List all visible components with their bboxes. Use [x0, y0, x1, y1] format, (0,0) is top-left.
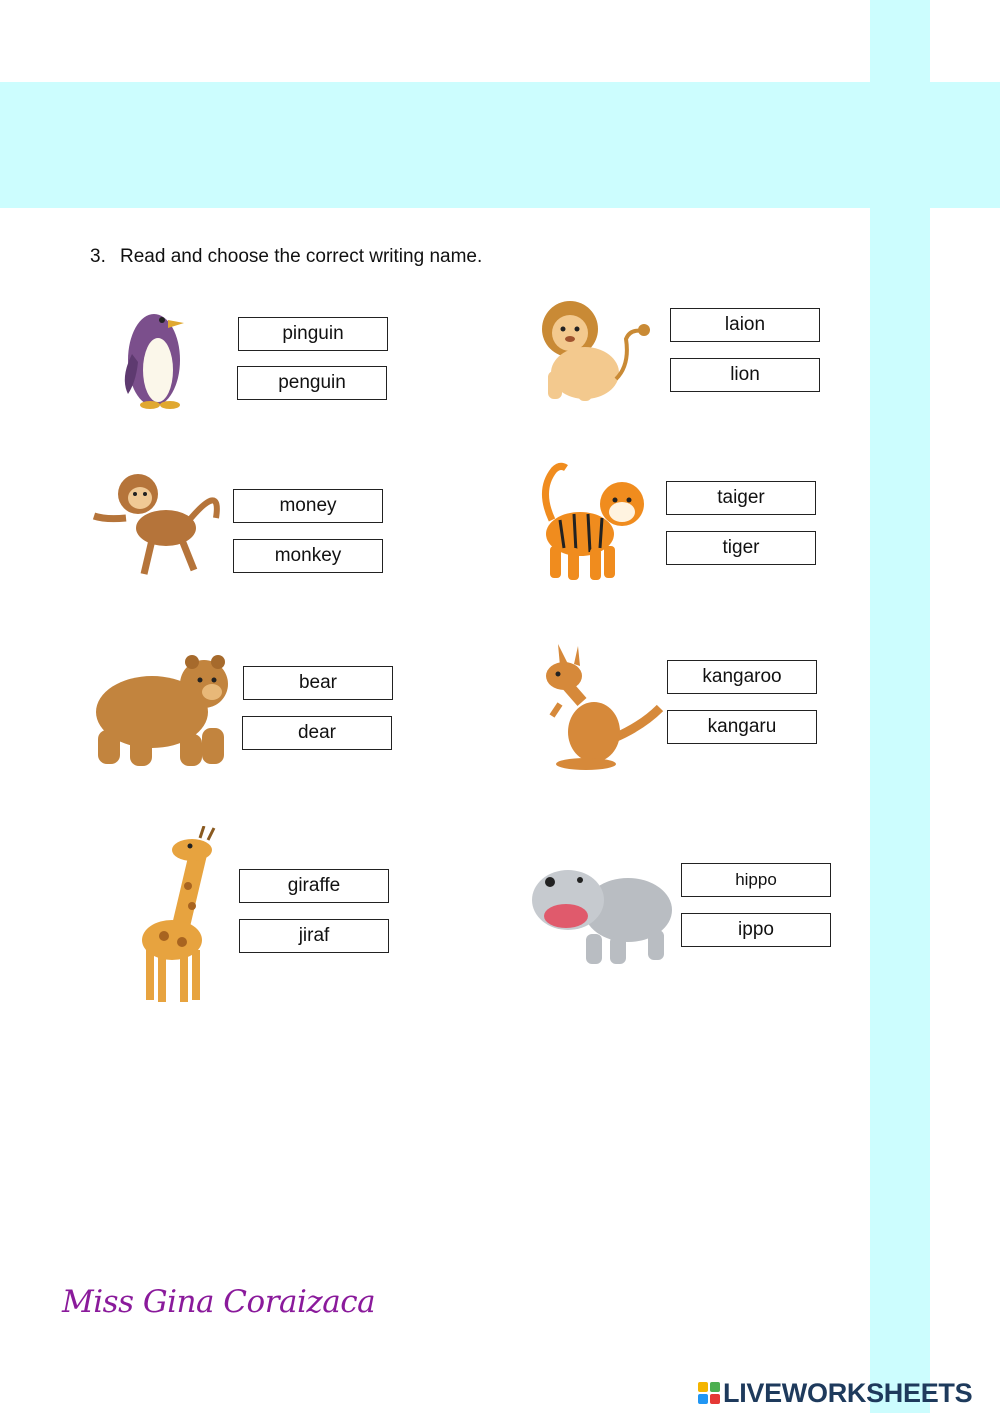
bear-icon	[92, 648, 234, 772]
option-tiger[interactable]: tiger	[666, 531, 816, 565]
option-laion[interactable]: laion	[670, 308, 820, 342]
author-signature: Miss Gina Coraizaca	[62, 1284, 376, 1320]
logo-square-red	[710, 1394, 720, 1404]
option-bear[interactable]: bear	[243, 666, 393, 700]
kangaroo-icon	[530, 642, 666, 772]
giraffe-icon	[128, 826, 224, 1006]
logo-square-green	[710, 1382, 720, 1392]
option-money[interactable]: money	[233, 489, 383, 523]
tiger-icon	[530, 460, 652, 590]
liveworksheets-logo-icon	[698, 1382, 720, 1404]
option-lion[interactable]: lion	[670, 358, 820, 392]
option-giraffe[interactable]: giraffe	[239, 869, 389, 903]
option-jiraf[interactable]: jiraf	[239, 919, 389, 953]
option-ippo[interactable]: ippo	[681, 913, 831, 947]
liveworksheets-brand[interactable]	[698, 1378, 972, 1408]
logo-square-blue	[698, 1394, 708, 1404]
instruction-text: Read and choose the correct writing name.	[120, 246, 483, 267]
top-cyan-band	[0, 82, 1000, 208]
option-dear[interactable]: dear	[242, 716, 392, 750]
instruction-number: 3.	[90, 246, 106, 267]
option-kangaru[interactable]: kangaru	[667, 710, 817, 744]
option-taiger[interactable]: taiger	[666, 481, 816, 515]
option-monkey[interactable]: monkey	[233, 539, 383, 573]
logo-square-yellow	[698, 1382, 708, 1392]
option-penguin[interactable]: penguin	[237, 366, 387, 400]
penguin-icon	[118, 298, 202, 414]
right-cyan-band	[870, 0, 930, 1413]
monkey-icon	[86, 470, 228, 585]
option-hippo[interactable]: hippo	[681, 863, 831, 897]
hippo-icon	[530, 860, 676, 970]
option-kangaroo[interactable]: kangaroo	[667, 660, 817, 694]
brand-text: LIVEWORKSHEETS	[723, 1377, 973, 1408]
instruction	[90, 246, 482, 268]
option-pinguin[interactable]: pinguin	[238, 317, 388, 351]
lion-icon	[530, 295, 660, 407]
